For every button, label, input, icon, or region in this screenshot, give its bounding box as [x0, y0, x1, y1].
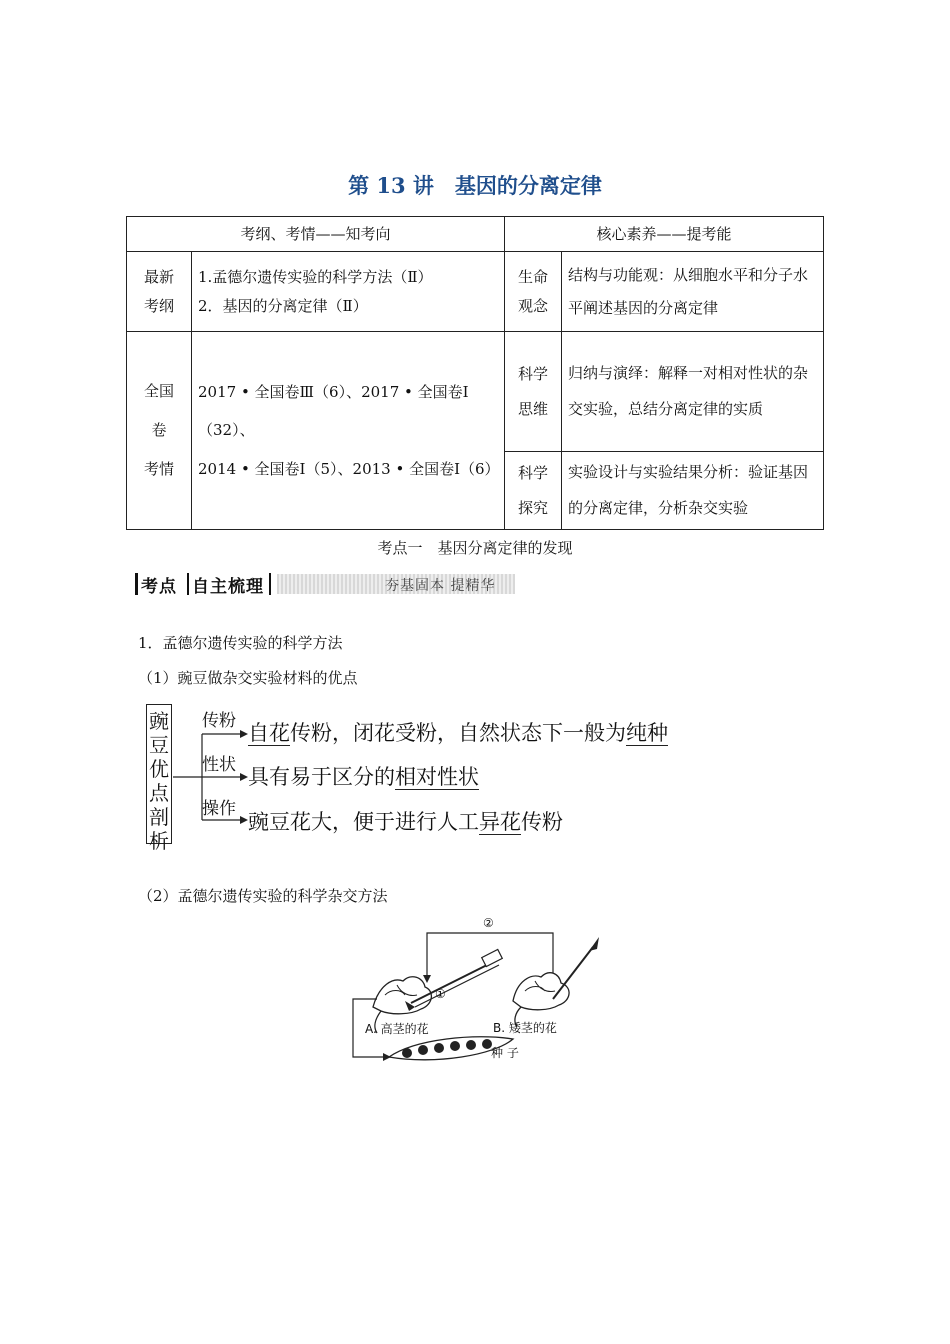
banner-divider [187, 573, 189, 595]
answer-relative-traits: 相对性状 [395, 765, 479, 789]
literacy-label-life: 生命 观念 [505, 252, 562, 332]
section-banner [135, 571, 517, 597]
page-title: 第 13 讲 基因的分离定律 [348, 173, 602, 198]
syllabus-content [192, 252, 505, 332]
banner-label-3: 夯基固本 提精华 [385, 578, 496, 594]
label-short-flower: B. 矮茎的花 [493, 1021, 557, 1035]
branch-label-pollination: 传粉 [202, 711, 236, 731]
banner-label-1: 考点 [141, 577, 177, 597]
diagram-box-text: 豌 豆 优 点 剖 析 [149, 709, 169, 853]
syllabus-line-2: 2．基因的分离定律（Ⅱ） [198, 296, 368, 315]
answer-self-pollination: 自花 [248, 721, 290, 745]
answer-cross-pollination: 异花 [479, 810, 521, 834]
pea-advantage-diagram [144, 700, 704, 853]
section-caption: 考点一 基因分离定律的发现 [377, 539, 573, 557]
section-heading-1: 1．孟德尔遗传实验的科学方法 [138, 634, 343, 652]
exam-content [192, 332, 505, 530]
row-label-syllabus: 最新 考纲 [127, 252, 192, 332]
literacy-text-thinking: 归纳与演绎：解释一对相对性状的杂交实验，总结分离定律的实质 [562, 332, 824, 452]
banner-divider [269, 573, 271, 595]
hybridization-figure [345, 915, 615, 1070]
literacy-text-life: 结构与功能观：从细胞水平和分子水平阐述基因的分离定律 [562, 252, 824, 332]
exam-line-2: 2014 • 全国卷Ⅰ（5）、2013 • 全国卷Ⅰ（6） [198, 459, 500, 478]
banner-label-2: 自主梳理 [192, 577, 264, 597]
answer-pure-line: 纯种 [626, 721, 668, 745]
branch-text-operation: 豌豆花大，便于进行人工异花传粉 [248, 810, 563, 834]
label-seed: 种 子 [491, 1046, 519, 1060]
branch-text-pollination: 自花传粉，闭花受粉，自然状态下一般为纯种 [248, 721, 668, 745]
row-label-exam: 全国 卷 考情 [127, 332, 192, 530]
banner-divider [135, 573, 138, 595]
label-tall-flower: A. 高茎的花 [365, 1022, 429, 1036]
branch-label-trait: 性状 [202, 755, 236, 775]
literacy-text-inquiry: 实验设计与实验结果分析：验证基因的分离定律，分析杂交实验 [562, 452, 824, 530]
syllabus-table [126, 216, 824, 530]
syllabus-line-1: 1.孟德尔遗传实验的科学方法（Ⅱ） [198, 268, 433, 286]
subheading-1: （1）豌豆做杂交实验材料的优点 [138, 669, 358, 687]
step-2-marker: ② [483, 916, 494, 930]
pea-flower-illustration [345, 915, 615, 1070]
literacy-label-thinking: 科学 思维 [505, 332, 562, 452]
table-header-left: 考纲、考情——知考向 [127, 217, 505, 252]
exam-line-1: 2017 • 全国卷Ⅲ（6）、2017 • 全国卷Ⅰ（32）、 [198, 383, 469, 440]
diagram-arrows [144, 700, 254, 850]
table-header-right: 核心素养——提考能 [505, 217, 824, 252]
branch-text-trait: 具有易于区分的相对性状 [248, 765, 479, 789]
literacy-label-inquiry: 科学 探究 [505, 452, 562, 530]
step-1-marker: ① [435, 987, 446, 1001]
subheading-2: （2）孟德尔遗传实验的科学杂交方法 [138, 887, 388, 905]
branch-label-operation: 操作 [202, 799, 236, 819]
